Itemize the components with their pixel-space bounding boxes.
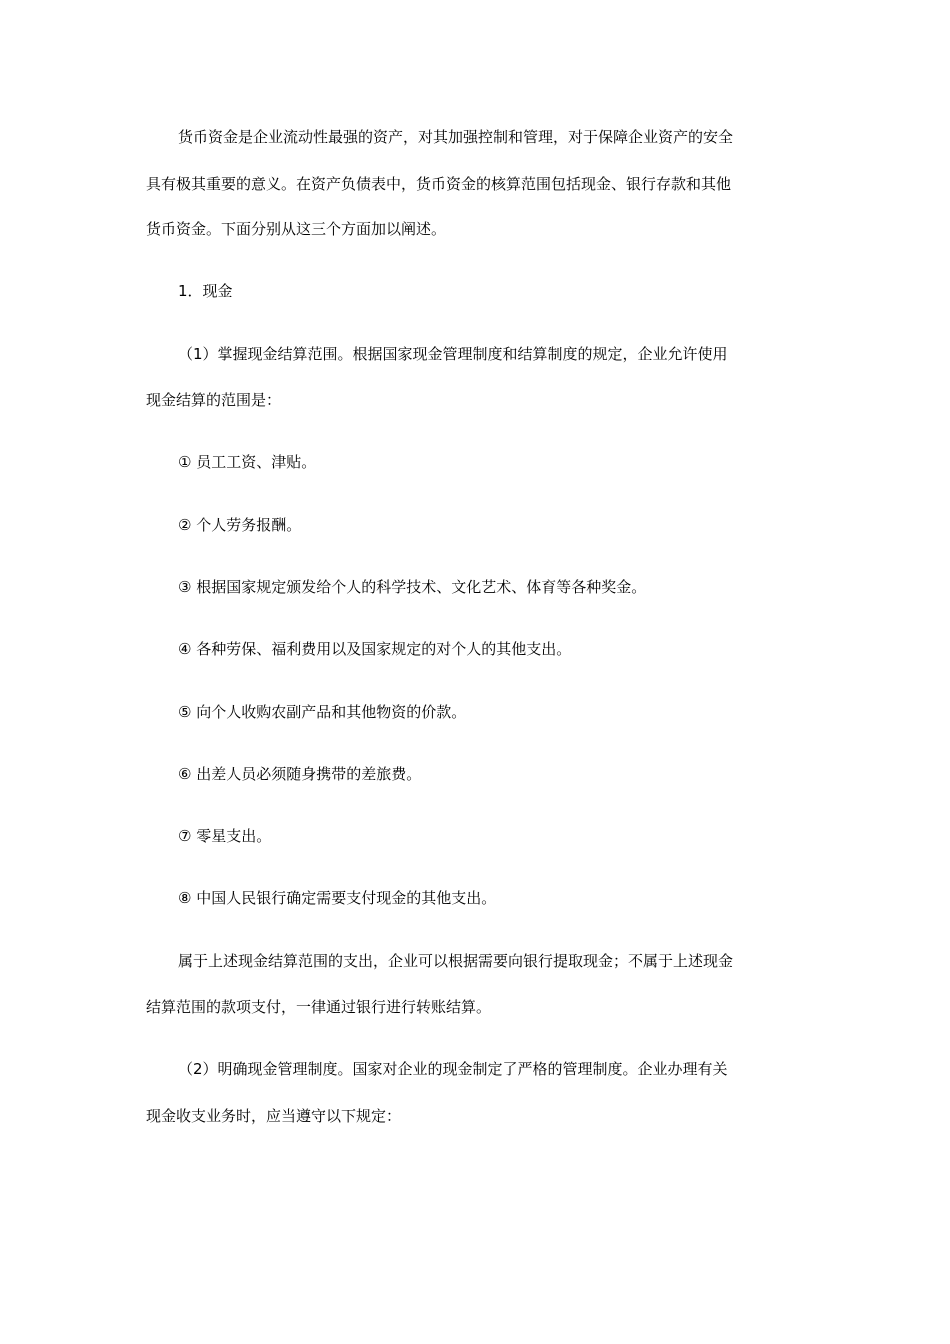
list-item-4: ④ 各种劳保、福利费用以及国家规定的对个人的其他支出。 [178,640,572,658]
paragraph-scope-line-1: （1）掌握现金结算范围。根据国家现金管理制度和结算制度的规定，企业允许使用 [178,345,728,363]
paragraph-intro-line-3: 货币资金。下面分别从这三个方面加以阐述。 [146,220,447,238]
list-item-6: ⑥ 出差人员必须随身携带的差旅费。 [178,765,422,783]
list-item-2: ② 个人劳务报酬。 [178,516,302,534]
paragraph-intro-line-2: 具有极其重要的意义。在资产负债表中，货币资金的核算范围包括现金、银行存款和其他 [146,175,732,193]
paragraph-management-line-1: （2）明确现金管理制度。国家对企业的现金制定了严格的管理制度。企业办理有关 [178,1060,728,1078]
section-heading-cash: 1．现金 [178,282,233,300]
list-item-7: ⑦ 零星支出。 [178,827,272,845]
paragraph-management-line-2: 现金收支业务时，应当遵守以下规定： [146,1107,402,1125]
paragraph-summary-line-2: 结算范围的款项支付，一律通过银行进行转账结算。 [146,998,492,1016]
paragraph-scope-line-2: 现金结算的范围是： [146,391,282,409]
list-item-1: ① 员工工资、津贴。 [178,453,317,471]
list-item-5: ⑤ 向个人收购农副产品和其他物资的价款。 [178,703,467,721]
paragraph-summary-line-1: 属于上述现金结算范围的支出，企业可以根据需要向银行提取现金；不属于上述现金 [178,952,734,970]
list-item-3: ③ 根据国家规定颁发给个人的科学技术、文化艺术、体育等各种奖金。 [178,578,647,596]
paragraph-intro-line-1: 货币资金是企业流动性最强的资产，对其加强控制和管理，对于保障企业资产的安全 [178,128,734,146]
list-item-8: ⑧ 中国人民银行确定需要支付现金的其他支出。 [178,889,497,907]
